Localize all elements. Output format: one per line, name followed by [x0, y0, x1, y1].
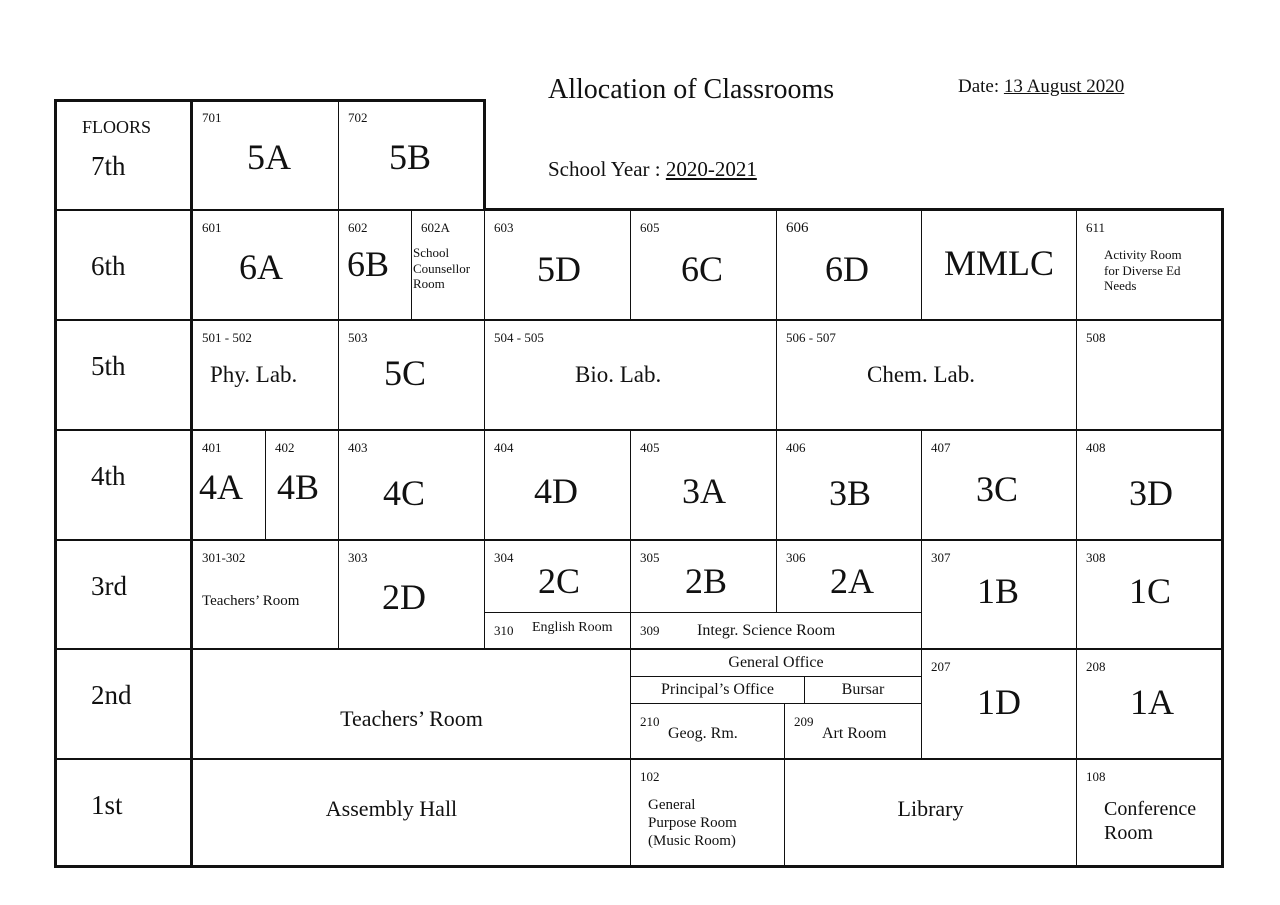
school-year-value: 2020-2021	[665, 157, 757, 181]
room-number: 503	[348, 330, 368, 345]
room-605	[630, 210, 777, 320]
room-name: Chem. Lab.	[867, 362, 975, 387]
room-name	[648, 796, 737, 850]
room-number: 508	[1086, 330, 1106, 345]
room-name	[1104, 247, 1182, 294]
class-name: 4C	[383, 473, 426, 513]
class-name: 2B	[685, 561, 728, 601]
class-name: 1A	[1130, 682, 1174, 722]
room-number: 602	[348, 220, 368, 235]
room-library	[784, 759, 1077, 867]
class-name: 4B	[277, 467, 320, 507]
room-301-302	[192, 540, 339, 649]
room-602a	[411, 210, 485, 320]
room-name: General Office	[728, 654, 824, 671]
floor-cell-4th	[54, 430, 193, 540]
room-name-line: Needs	[1104, 278, 1137, 294]
room-number: 405	[640, 440, 660, 455]
room-611	[1076, 210, 1223, 320]
room-number: 602A	[421, 220, 450, 235]
room-number: 303	[348, 550, 368, 565]
room-402	[265, 430, 339, 540]
floor-cell-5th	[54, 320, 193, 430]
class-name: 2A	[830, 561, 874, 601]
room-405	[630, 430, 777, 540]
floor-label: 3rd	[91, 571, 127, 601]
room-number: 209	[794, 714, 814, 729]
room-306	[776, 540, 922, 613]
room-701	[192, 100, 339, 210]
room-304	[484, 540, 631, 613]
room-number: 207	[931, 659, 951, 674]
class-name: 3A	[682, 471, 726, 511]
room-601	[192, 210, 339, 320]
room-number: 404	[494, 440, 514, 455]
class-name: 3D	[1129, 473, 1173, 513]
room-name: MMLC	[943, 243, 1055, 283]
room-408	[1076, 430, 1223, 540]
floor-cell-1st	[54, 759, 193, 867]
date-line	[958, 76, 1124, 98]
room-508	[1076, 320, 1223, 430]
room-name-line: Purpose Room	[648, 815, 737, 831]
frame-upper-line	[483, 208, 1223, 211]
class-name: 4A	[199, 467, 243, 507]
room-number: 310	[494, 623, 514, 638]
room-108	[1076, 759, 1223, 867]
room-number: 403	[348, 440, 368, 455]
room-number: 102	[640, 769, 660, 784]
class-name: 2D	[382, 577, 426, 617]
room-number: 406	[786, 440, 806, 455]
room-name	[413, 245, 470, 292]
room-number: 605	[640, 220, 660, 235]
room-number: 301-302	[202, 550, 246, 565]
room-name: Library	[897, 796, 964, 821]
room-name: Teachers’ Room	[340, 706, 483, 731]
room-name: Bursar	[841, 681, 885, 698]
room-310	[484, 612, 631, 649]
room-number: 407	[931, 440, 951, 455]
room-102	[630, 759, 785, 867]
date-label: Date:	[958, 76, 1000, 97]
class-name: 3B	[829, 473, 872, 513]
room-number: 501 - 502	[202, 330, 252, 345]
room-702	[338, 100, 485, 210]
room-number: 108	[1086, 769, 1106, 784]
class-name: 5A	[247, 137, 291, 177]
room-210	[630, 703, 785, 759]
room-number: 606	[786, 220, 809, 236]
room-606	[776, 210, 922, 320]
floor-label: 7th	[91, 151, 126, 181]
room-number: 504 - 505	[494, 330, 544, 345]
room-name: English Room	[532, 620, 613, 635]
room-207	[921, 649, 1077, 759]
room-name-line: Counsellor	[413, 260, 471, 276]
room-name	[1104, 797, 1196, 845]
room-number: 408	[1086, 440, 1106, 455]
floor-label: 2nd	[91, 680, 132, 710]
room-504-505	[484, 320, 777, 430]
class-name: 5B	[389, 137, 432, 177]
room-number: 701	[202, 110, 222, 125]
room-number: 305	[640, 550, 660, 565]
room-number: 308	[1086, 550, 1106, 565]
class-name: 2C	[538, 561, 581, 601]
page-title: Allocation of Classrooms	[548, 74, 835, 105]
frame-left-line	[54, 99, 57, 867]
room-number: 210	[640, 714, 660, 729]
room-name-line: Room	[413, 276, 445, 292]
room-number: 702	[348, 110, 368, 125]
floor-cell-7th	[54, 100, 193, 210]
room-name-line: General	[648, 797, 696, 813]
floors-heading: FLOORS	[82, 117, 152, 137]
floor-label: 1st	[91, 790, 123, 820]
room-401	[192, 430, 266, 540]
class-name: 1B	[977, 571, 1020, 611]
room-name: Principal’s Office	[660, 681, 774, 698]
date-value: 13 August 2020	[1003, 76, 1125, 97]
room-number: 307	[931, 550, 951, 565]
room-number: 402	[275, 440, 295, 455]
room-number: 401	[202, 440, 222, 455]
room-number: 304	[494, 550, 514, 565]
class-name: 5C	[384, 353, 427, 393]
floor-label: 4th	[91, 461, 126, 491]
room-406	[776, 430, 922, 540]
room-501-502	[192, 320, 339, 430]
room-602	[338, 210, 412, 320]
room-name: Integr. Science Room	[697, 622, 836, 639]
class-name: 6D	[825, 249, 869, 289]
room-name: Assembly Hall	[325, 796, 458, 821]
room-mmlc	[921, 210, 1077, 320]
room-bursar	[804, 676, 922, 704]
room-2nd-teachers	[192, 649, 631, 759]
room-208	[1076, 649, 1223, 759]
frame-right-line	[1221, 208, 1224, 867]
class-name: 1D	[977, 682, 1021, 722]
room-309	[630, 612, 922, 649]
room-305	[630, 540, 777, 613]
room-principals-office	[630, 676, 805, 704]
room-name: Bio. Lab.	[575, 362, 662, 387]
room-name: Phy. Lab.	[210, 362, 298, 387]
room-name: Geog. Rm.	[668, 725, 738, 742]
room-number: 611	[1086, 220, 1106, 235]
room-403	[338, 430, 485, 540]
floor-cell-3rd	[54, 540, 193, 649]
school-year-line	[548, 157, 757, 182]
class-name: 4D	[534, 471, 578, 511]
room-number: 601	[202, 220, 222, 235]
room-506-507	[776, 320, 1077, 430]
room-name-line: Activity Room	[1104, 247, 1182, 262]
room-number: 208	[1086, 659, 1106, 674]
class-name: 6B	[347, 244, 390, 284]
room-assembly-hall	[192, 759, 631, 867]
school-year-label: School Year :	[548, 157, 661, 181]
frame-bottom-line	[54, 865, 1224, 868]
class-name: 6A	[239, 247, 283, 287]
floor-cell-2nd	[54, 649, 193, 759]
room-name-line: Conference	[1104, 798, 1197, 820]
floor-label: 5th	[91, 351, 126, 381]
frame-top-line	[54, 99, 485, 102]
room-404	[484, 430, 631, 540]
room-407	[921, 430, 1077, 540]
room-503	[338, 320, 485, 430]
room-name-line: (Music Room)	[648, 833, 736, 849]
room-number: 309	[640, 623, 660, 638]
room-209	[784, 703, 922, 759]
room-307	[921, 540, 1077, 649]
frame-step-line	[483, 99, 486, 211]
room-number: 506 - 507	[786, 330, 836, 345]
room-name-line: School	[413, 245, 450, 260]
class-name: 3C	[976, 469, 1019, 509]
room-603	[484, 210, 631, 320]
class-name: 6C	[681, 249, 724, 289]
room-general-office	[630, 649, 922, 677]
room-name-line: for Diverse Ed	[1104, 262, 1181, 278]
floor-label: 6th	[91, 251, 126, 281]
room-number: 306	[786, 550, 806, 565]
room-name: Art Room	[822, 725, 887, 742]
room-number: 603	[494, 220, 514, 235]
class-name: 5D	[537, 249, 581, 289]
class-name: 1C	[1129, 571, 1172, 611]
room-name-line: Room	[1104, 822, 1153, 844]
floor-cell-6th	[54, 210, 193, 320]
room-308	[1076, 540, 1223, 649]
room-name: Teachers’ Room	[202, 593, 300, 609]
room-303	[338, 540, 485, 649]
